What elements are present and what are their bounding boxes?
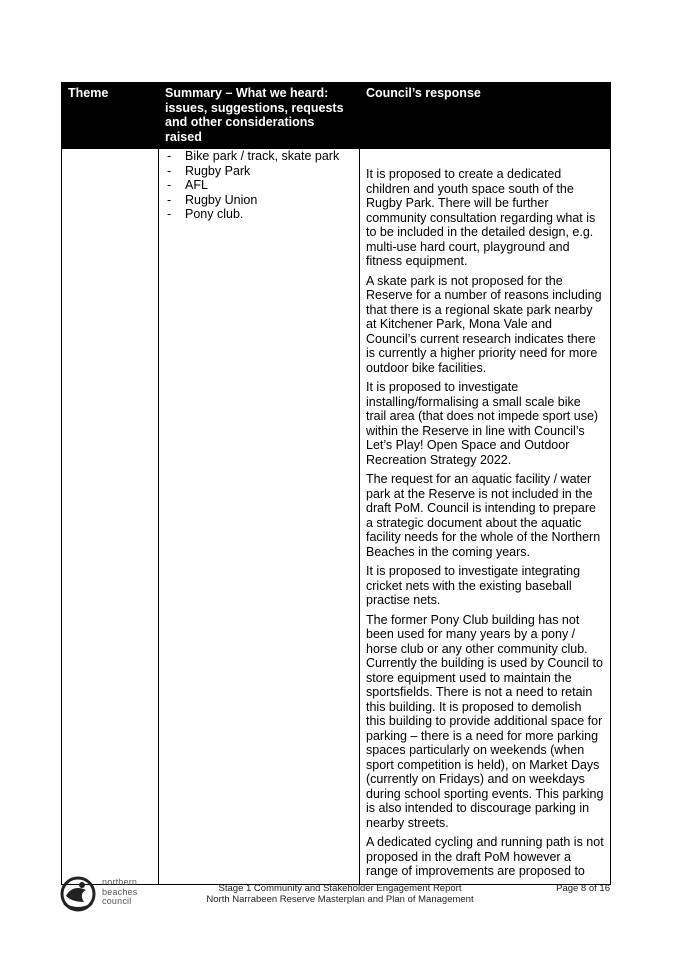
table-row [62,149,611,885]
response-paragraph: A dedicated cycling and running path is not proposed in the draft PoM however a range of improvements are proposed to [366,835,604,878]
list-item [165,207,353,222]
consultation-table [61,82,611,885]
response-paragraph: It is proposed to investigate integrating cricket nets with the existing baseball practise nets. [366,564,581,607]
list-item-text: Pony club. [185,207,244,221]
summary-cell [159,149,360,885]
logo-wordmark [102,878,137,907]
list-item [165,178,353,193]
logo-line: northern [102,877,138,887]
table-header-row [62,83,611,149]
page-number: Page 8 of 16 [556,883,610,894]
dash-bullet: - [167,207,172,221]
logo-line: council [102,896,132,906]
response-paragraph: It is proposed to create a dedicated children and youth space south of the Rugby Park. There will be further community consultation regarding what is to be included in the detailed design, e.g. multi-use hard court, playground and fitness equipment. [366,167,596,268]
response-paragraph: It is proposed to investigate installing/formalising a small scale bike trail area (that does not impede sport use) within the Reserve in line with Council’s Let’s Play! Open Space and Outdoor Recreation Strategy 2022. [366,380,599,467]
footer-line-2: North Narrabeen Reserve Masterplan and Plan of Management [206,894,474,905]
response-paragraph: A skate park is not proposed for the Reserve for a number of reasons including that there is a regional skate park nearby at Kitchener Park, Mona Vale and Council’s current research indicates there is currently a higher priority need for more outdoor bike facilities. [366,273,602,375]
header-theme: Theme [62,83,159,149]
list-item-text: Bike park / track, skate park [185,149,340,163]
list-item-text: AFL [185,178,208,192]
footer-line-1: Stage 1 Community and Stakeholder Engagement Report [218,883,462,894]
council-logo [58,874,158,914]
response-cell [360,149,611,885]
dash-bullet: - [167,192,172,207]
header-summary: Summary – What we heard: issues, suggestions, requests and other considerations raised [159,83,360,149]
dash-bullet: - [167,178,172,192]
response-paragraph: The request for an aquatic facility / water park at the Reserve is not included in the draft PoM. Council is intending to prepare a strategic document about the aquatic facility needs for the whole of the Northern Beaches in the coming years. [366,472,601,559]
list-item-text: Rugby Union [185,192,258,207]
dash-bullet: - [167,163,172,178]
summary-list [159,149,359,222]
list-item [165,193,353,208]
response-paragraph: The former Pony Club building has not been used for many years by a pony / horse club or any other community club. Currently the building is used by Council to store equipment used to maintain the sportsfields. There is not a need to retain this building. It is proposed to demolish this building to provide additional space for parking – there is a need for more parking spaces particularly on weekends (when sport competition is held), on Market Days (currently on Fridays) and on weekdays during school sporting events. This parking is also intended to discourage parking in nearby streets. [366,612,604,830]
footer-report-title [200,883,480,905]
logo-line: beaches [102,886,138,897]
list-item [165,149,353,164]
council-logo-icon [58,874,98,914]
list-item [165,164,353,179]
dash-bullet: - [167,149,172,163]
list-item-text: Rugby Park [185,163,251,178]
header-response: Council’s response [360,83,611,149]
theme-cell [62,149,159,885]
